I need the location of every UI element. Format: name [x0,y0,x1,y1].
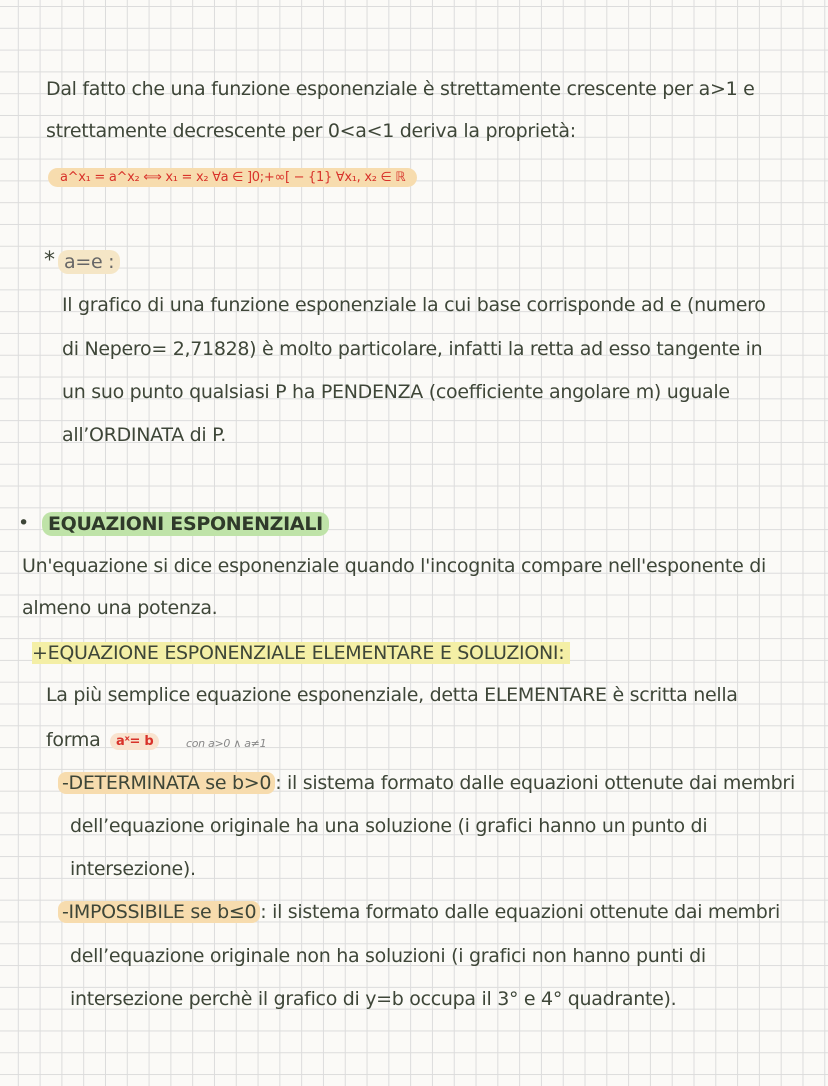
elementary-line: forma [46,729,101,751]
e-text: di Nepero= 2,71828) è molto particolare, infatti la retta ad esso tangente in [62,338,763,360]
intro-line: Dal fatto che una funzione esponenziale è strettamente crescente per a>1 e [46,78,755,100]
elementary-form: aˣ= b [110,733,159,750]
elementary-condition: con a>0 ∧ a≠1 [186,737,267,750]
impossible-label: -IMPOSSIBILE se b≤0 [58,901,260,923]
determinate-case [58,772,795,794]
elementary-line: La più semplice equazione esponenziale, detta ELEMENTARE è scritta nella [46,684,738,706]
property-formula: a^x₁ = a^x₂ ⟺ x₁ = x₂ ∀a ∈ ]0;+∞[ − {1} ∀x₁, x₂ ∈ ℝ [48,168,417,187]
intro-line: strettamente decrescente per 0<a<1 deriva la proprietà: [46,120,576,142]
subsection-title: +EQUAZIONE ESPONENZIALE ELEMENTARE E SOLUZIONI: [32,642,570,664]
impossible-text: dell’equazione originale non ha soluzioni (i grafici non hanno punti di [70,945,706,967]
impossible-text: : il sistema formato dalle equazioni ottenute dai membri [260,901,780,923]
impossible-case [58,901,780,923]
bullet-dot: • [18,512,29,534]
determinate-text: intersezione). [70,858,196,880]
definition-line: almeno una potenza. [22,597,218,619]
determinate-label: -DETERMINATA se b>0 [58,772,275,794]
e-label: a=e : [58,250,120,274]
definition-line: Un'equazione si dice esponenziale quando l'incognita compare nell'esponente di [22,555,766,577]
section-title: EQUAZIONI ESPONENZIALI [42,512,329,536]
determinate-text: : il sistema formato dalle equazioni ottenute dai membri [275,772,795,794]
determinate-text: dell’equazione originale ha una soluzione (i grafici hanno un punto di [70,815,708,837]
e-text: all’ORDINATA di P. [62,424,227,446]
bullet-star: * [44,248,55,273]
e-text: Il grafico di una funzione esponenziale la cui base corrisponde ad e (numero [62,294,766,316]
impossible-text: intersezione perchè il grafico di y=b occupa il 3° e 4° quadrante). [70,988,677,1010]
e-text: un suo punto qualsiasi P ha PENDENZA (coefficiente angolare m) uguale [62,381,730,403]
